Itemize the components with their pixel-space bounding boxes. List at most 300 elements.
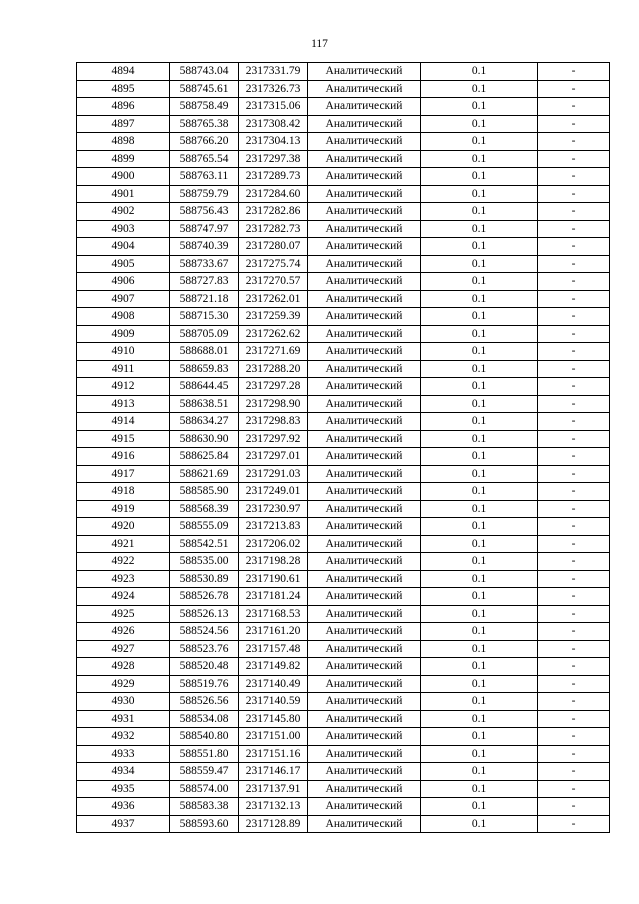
table-row — [77, 63, 610, 81]
x-coordinate-cell: 588715.30 — [170, 308, 239, 326]
table-row — [77, 483, 610, 501]
note-cell: - — [538, 378, 610, 396]
method-cell: Аналитический — [308, 203, 421, 221]
accuracy-cell: 0.1 — [421, 605, 538, 623]
y-coordinate-cell: 2317315.06 — [239, 98, 308, 116]
method-cell: Аналитический — [308, 465, 421, 483]
y-coordinate-cell: 2317297.01 — [239, 448, 308, 466]
y-coordinate-cell: 2317168.53 — [239, 605, 308, 623]
accuracy-cell: 0.1 — [421, 185, 538, 203]
y-coordinate-cell: 2317137.91 — [239, 780, 308, 798]
point-number-cell: 4922 — [77, 553, 170, 571]
note-cell: - — [538, 605, 610, 623]
point-number-cell: 4926 — [77, 623, 170, 641]
x-coordinate-cell: 588743.04 — [170, 63, 239, 81]
note-cell: - — [538, 675, 610, 693]
x-coordinate-cell: 588574.00 — [170, 780, 239, 798]
table-row — [77, 605, 610, 623]
x-coordinate-cell: 588530.89 — [170, 570, 239, 588]
table-row — [77, 553, 610, 571]
method-cell: Аналитический — [308, 133, 421, 151]
x-coordinate-cell: 588523.76 — [170, 640, 239, 658]
accuracy-cell: 0.1 — [421, 798, 538, 816]
point-number-cell: 4903 — [77, 220, 170, 238]
accuracy-cell: 0.1 — [421, 115, 538, 133]
note-cell: - — [538, 360, 610, 378]
y-coordinate-cell: 2317151.16 — [239, 745, 308, 763]
x-coordinate-cell: 588747.97 — [170, 220, 239, 238]
x-coordinate-cell: 588568.39 — [170, 500, 239, 518]
note-cell: - — [538, 815, 610, 833]
table-row — [77, 220, 610, 238]
method-cell: Аналитический — [308, 675, 421, 693]
table-row — [77, 500, 610, 518]
note-cell: - — [538, 623, 610, 641]
table-row — [77, 693, 610, 711]
point-number-cell: 4894 — [77, 63, 170, 81]
page-number: 117 — [311, 38, 328, 50]
x-coordinate-cell: 588758.49 — [170, 98, 239, 116]
table-row — [77, 98, 610, 116]
x-coordinate-cell: 588765.54 — [170, 150, 239, 168]
y-coordinate-cell: 2317331.79 — [239, 63, 308, 81]
point-number-cell: 4920 — [77, 518, 170, 536]
accuracy-cell: 0.1 — [421, 640, 538, 658]
note-cell: - — [538, 203, 610, 221]
note-cell: - — [538, 80, 610, 98]
note-cell: - — [538, 290, 610, 308]
y-coordinate-cell: 2317284.60 — [239, 185, 308, 203]
accuracy-cell: 0.1 — [421, 710, 538, 728]
y-coordinate-cell: 2317157.48 — [239, 640, 308, 658]
point-number-cell: 4902 — [77, 203, 170, 221]
note-cell: - — [538, 430, 610, 448]
x-coordinate-cell: 588524.56 — [170, 623, 239, 641]
note-cell: - — [538, 238, 610, 256]
note-cell: - — [538, 168, 610, 186]
note-cell: - — [538, 500, 610, 518]
y-coordinate-cell: 2317146.17 — [239, 763, 308, 781]
method-cell: Аналитический — [308, 710, 421, 728]
point-number-cell: 4917 — [77, 465, 170, 483]
y-coordinate-cell: 2317161.20 — [239, 623, 308, 641]
table-row — [77, 343, 610, 361]
table-row — [77, 623, 610, 641]
method-cell: Аналитический — [308, 763, 421, 781]
x-coordinate-cell: 588519.76 — [170, 675, 239, 693]
point-number-cell: 4932 — [77, 728, 170, 746]
note-cell: - — [538, 763, 610, 781]
x-coordinate-cell: 588555.09 — [170, 518, 239, 536]
method-cell: Аналитический — [308, 290, 421, 308]
accuracy-cell: 0.1 — [421, 535, 538, 553]
x-coordinate-cell: 588721.18 — [170, 290, 239, 308]
x-coordinate-cell: 588526.78 — [170, 588, 239, 606]
method-cell: Аналитический — [308, 98, 421, 116]
table-row — [77, 168, 610, 186]
point-number-cell: 4904 — [77, 238, 170, 256]
method-cell: Аналитический — [308, 553, 421, 571]
note-cell: - — [538, 640, 610, 658]
accuracy-cell: 0.1 — [421, 745, 538, 763]
y-coordinate-cell: 2317289.73 — [239, 168, 308, 186]
table-row — [77, 80, 610, 98]
accuracy-cell: 0.1 — [421, 395, 538, 413]
y-coordinate-cell: 2317262.01 — [239, 290, 308, 308]
table-row — [77, 185, 610, 203]
accuracy-cell: 0.1 — [421, 413, 538, 431]
y-coordinate-cell: 2317271.69 — [239, 343, 308, 361]
note-cell: - — [538, 658, 610, 676]
note-cell: - — [538, 325, 610, 343]
accuracy-cell: 0.1 — [421, 80, 538, 98]
note-cell: - — [538, 728, 610, 746]
method-cell: Аналитический — [308, 605, 421, 623]
accuracy-cell: 0.1 — [421, 238, 538, 256]
x-coordinate-cell: 588630.90 — [170, 430, 239, 448]
point-number-cell: 4901 — [77, 185, 170, 203]
accuracy-cell: 0.1 — [421, 308, 538, 326]
point-number-cell: 4919 — [77, 500, 170, 518]
point-number-cell: 4937 — [77, 815, 170, 833]
table-row — [77, 430, 610, 448]
accuracy-cell: 0.1 — [421, 588, 538, 606]
method-cell: Аналитический — [308, 378, 421, 396]
table-row — [77, 273, 610, 291]
table-row — [77, 255, 610, 273]
x-coordinate-cell: 588765.38 — [170, 115, 239, 133]
note-cell: - — [538, 588, 610, 606]
method-cell: Аналитический — [308, 483, 421, 501]
table-row — [77, 535, 610, 553]
note-cell: - — [538, 63, 610, 81]
point-number-cell: 4930 — [77, 693, 170, 711]
point-number-cell: 4899 — [77, 150, 170, 168]
point-number-cell: 4913 — [77, 395, 170, 413]
note-cell: - — [538, 465, 610, 483]
table-row — [77, 133, 610, 151]
table-row — [77, 588, 610, 606]
y-coordinate-cell: 2317128.89 — [239, 815, 308, 833]
y-coordinate-cell: 2317288.20 — [239, 360, 308, 378]
note-cell: - — [538, 518, 610, 536]
table-row — [77, 518, 610, 536]
note-cell: - — [538, 745, 610, 763]
table-row — [77, 238, 610, 256]
x-coordinate-cell: 588763.11 — [170, 168, 239, 186]
point-number-cell: 4928 — [77, 658, 170, 676]
y-coordinate-cell: 2317291.03 — [239, 465, 308, 483]
y-coordinate-cell: 2317308.42 — [239, 115, 308, 133]
accuracy-cell: 0.1 — [421, 815, 538, 833]
accuracy-cell: 0.1 — [421, 448, 538, 466]
x-coordinate-cell: 588625.84 — [170, 448, 239, 466]
note-cell: - — [538, 483, 610, 501]
table-row — [77, 395, 610, 413]
accuracy-cell: 0.1 — [421, 763, 538, 781]
y-coordinate-cell: 2317213.83 — [239, 518, 308, 536]
accuracy-cell: 0.1 — [421, 133, 538, 151]
table-row — [77, 360, 610, 378]
accuracy-cell: 0.1 — [421, 343, 538, 361]
method-cell: Аналитический — [308, 325, 421, 343]
table-row — [77, 115, 610, 133]
accuracy-cell: 0.1 — [421, 465, 538, 483]
y-coordinate-cell: 2317297.28 — [239, 378, 308, 396]
note-cell: - — [538, 220, 610, 238]
point-number-cell: 4924 — [77, 588, 170, 606]
method-cell: Аналитический — [308, 360, 421, 378]
accuracy-cell: 0.1 — [421, 693, 538, 711]
method-cell: Аналитический — [308, 815, 421, 833]
table-row — [77, 150, 610, 168]
accuracy-cell: 0.1 — [421, 325, 538, 343]
x-coordinate-cell: 588542.51 — [170, 535, 239, 553]
accuracy-cell: 0.1 — [421, 570, 538, 588]
x-coordinate-cell: 588705.09 — [170, 325, 239, 343]
x-coordinate-cell: 588659.83 — [170, 360, 239, 378]
note-cell: - — [538, 448, 610, 466]
point-number-cell: 4900 — [77, 168, 170, 186]
method-cell: Аналитический — [308, 150, 421, 168]
point-number-cell: 4933 — [77, 745, 170, 763]
note-cell: - — [538, 395, 610, 413]
point-number-cell: 4929 — [77, 675, 170, 693]
point-number-cell: 4910 — [77, 343, 170, 361]
table-row — [77, 448, 610, 466]
point-number-cell: 4918 — [77, 483, 170, 501]
note-cell: - — [538, 798, 610, 816]
method-cell: Аналитический — [308, 168, 421, 186]
table-row — [77, 710, 610, 728]
point-number-cell: 4921 — [77, 535, 170, 553]
x-coordinate-cell: 588756.43 — [170, 203, 239, 221]
accuracy-cell: 0.1 — [421, 255, 538, 273]
y-coordinate-cell: 2317206.02 — [239, 535, 308, 553]
x-coordinate-cell: 588540.80 — [170, 728, 239, 746]
y-coordinate-cell: 2317270.57 — [239, 273, 308, 291]
table-row — [77, 745, 610, 763]
accuracy-cell: 0.1 — [421, 150, 538, 168]
accuracy-cell: 0.1 — [421, 518, 538, 536]
point-number-cell: 4896 — [77, 98, 170, 116]
note-cell: - — [538, 535, 610, 553]
table-row — [77, 815, 610, 833]
x-coordinate-cell: 588740.39 — [170, 238, 239, 256]
y-coordinate-cell: 2317230.97 — [239, 500, 308, 518]
y-coordinate-cell: 2317259.39 — [239, 308, 308, 326]
note-cell: - — [538, 553, 610, 571]
x-coordinate-cell: 588551.80 — [170, 745, 239, 763]
accuracy-cell: 0.1 — [421, 675, 538, 693]
method-cell: Аналитический — [308, 115, 421, 133]
table-row — [77, 798, 610, 816]
table-row — [77, 308, 610, 326]
method-cell: Аналитический — [308, 273, 421, 291]
x-coordinate-cell: 588526.56 — [170, 693, 239, 711]
table-row — [77, 465, 610, 483]
note-cell: - — [538, 570, 610, 588]
note-cell: - — [538, 273, 610, 291]
y-coordinate-cell: 2317190.61 — [239, 570, 308, 588]
point-number-cell: 4906 — [77, 273, 170, 291]
point-number-cell: 4916 — [77, 448, 170, 466]
method-cell: Аналитический — [308, 693, 421, 711]
y-coordinate-cell: 2317262.62 — [239, 325, 308, 343]
method-cell: Аналитический — [308, 745, 421, 763]
point-number-cell: 4905 — [77, 255, 170, 273]
accuracy-cell: 0.1 — [421, 483, 538, 501]
x-coordinate-cell: 588593.60 — [170, 815, 239, 833]
accuracy-cell: 0.1 — [421, 203, 538, 221]
point-number-cell: 4931 — [77, 710, 170, 728]
y-coordinate-cell: 2317132.13 — [239, 798, 308, 816]
note-cell: - — [538, 115, 610, 133]
accuracy-cell: 0.1 — [421, 290, 538, 308]
table-row — [77, 570, 610, 588]
point-number-cell: 4911 — [77, 360, 170, 378]
x-coordinate-cell: 588634.27 — [170, 413, 239, 431]
point-number-cell: 4927 — [77, 640, 170, 658]
method-cell: Аналитический — [308, 448, 421, 466]
method-cell: Аналитический — [308, 623, 421, 641]
x-coordinate-cell: 588766.20 — [170, 133, 239, 151]
accuracy-cell: 0.1 — [421, 273, 538, 291]
y-coordinate-cell: 2317304.13 — [239, 133, 308, 151]
method-cell: Аналитический — [308, 185, 421, 203]
x-coordinate-cell: 588621.69 — [170, 465, 239, 483]
note-cell: - — [538, 413, 610, 431]
point-number-cell: 4915 — [77, 430, 170, 448]
point-number-cell: 4912 — [77, 378, 170, 396]
table-row — [77, 290, 610, 308]
x-coordinate-cell: 588638.51 — [170, 395, 239, 413]
method-cell: Аналитический — [308, 798, 421, 816]
note-cell: - — [538, 98, 610, 116]
table-row — [77, 780, 610, 798]
accuracy-cell: 0.1 — [421, 553, 538, 571]
y-coordinate-cell: 2317298.83 — [239, 413, 308, 431]
x-coordinate-cell: 588520.48 — [170, 658, 239, 676]
method-cell: Аналитический — [308, 518, 421, 536]
accuracy-cell: 0.1 — [421, 780, 538, 798]
method-cell: Аналитический — [308, 500, 421, 518]
y-coordinate-cell: 2317181.24 — [239, 588, 308, 606]
method-cell: Аналитический — [308, 220, 421, 238]
method-cell: Аналитический — [308, 255, 421, 273]
y-coordinate-cell: 2317297.38 — [239, 150, 308, 168]
table-row — [77, 640, 610, 658]
y-coordinate-cell: 2317145.80 — [239, 710, 308, 728]
point-number-cell: 4897 — [77, 115, 170, 133]
x-coordinate-cell: 588644.45 — [170, 378, 239, 396]
accuracy-cell: 0.1 — [421, 623, 538, 641]
y-coordinate-cell: 2317282.86 — [239, 203, 308, 221]
y-coordinate-cell: 2317275.74 — [239, 255, 308, 273]
y-coordinate-cell: 2317149.82 — [239, 658, 308, 676]
point-number-cell: 4908 — [77, 308, 170, 326]
note-cell: - — [538, 308, 610, 326]
method-cell: Аналитический — [308, 238, 421, 256]
y-coordinate-cell: 2317249.01 — [239, 483, 308, 501]
table-row — [77, 675, 610, 693]
note-cell: - — [538, 693, 610, 711]
y-coordinate-cell: 2317326.73 — [239, 80, 308, 98]
table-row — [77, 658, 610, 676]
accuracy-cell: 0.1 — [421, 360, 538, 378]
accuracy-cell: 0.1 — [421, 63, 538, 81]
accuracy-cell: 0.1 — [421, 430, 538, 448]
accuracy-cell: 0.1 — [421, 658, 538, 676]
point-number-cell: 4934 — [77, 763, 170, 781]
table-row — [77, 378, 610, 396]
note-cell: - — [538, 185, 610, 203]
note-cell: - — [538, 133, 610, 151]
y-coordinate-cell: 2317140.49 — [239, 675, 308, 693]
accuracy-cell: 0.1 — [421, 500, 538, 518]
method-cell: Аналитический — [308, 570, 421, 588]
x-coordinate-cell: 588727.83 — [170, 273, 239, 291]
table-row — [77, 325, 610, 343]
accuracy-cell: 0.1 — [421, 98, 538, 116]
note-cell: - — [538, 150, 610, 168]
method-cell: Аналитический — [308, 395, 421, 413]
x-coordinate-cell: 588759.79 — [170, 185, 239, 203]
y-coordinate-cell: 2317151.00 — [239, 728, 308, 746]
y-coordinate-cell: 2317298.90 — [239, 395, 308, 413]
point-number-cell: 4923 — [77, 570, 170, 588]
point-number-cell: 4935 — [77, 780, 170, 798]
method-cell: Аналитический — [308, 588, 421, 606]
note-cell: - — [538, 780, 610, 798]
x-coordinate-cell: 588535.00 — [170, 553, 239, 571]
y-coordinate-cell: 2317297.92 — [239, 430, 308, 448]
x-coordinate-cell: 588534.08 — [170, 710, 239, 728]
note-cell: - — [538, 343, 610, 361]
point-number-cell: 4909 — [77, 325, 170, 343]
x-coordinate-cell: 588688.01 — [170, 343, 239, 361]
table-row — [77, 728, 610, 746]
method-cell: Аналитический — [308, 658, 421, 676]
method-cell: Аналитический — [308, 63, 421, 81]
method-cell: Аналитический — [308, 640, 421, 658]
method-cell: Аналитический — [308, 535, 421, 553]
accuracy-cell: 0.1 — [421, 728, 538, 746]
method-cell: Аналитический — [308, 728, 421, 746]
method-cell: Аналитический — [308, 413, 421, 431]
method-cell: Аналитический — [308, 780, 421, 798]
point-number-cell: 4895 — [77, 80, 170, 98]
accuracy-cell: 0.1 — [421, 378, 538, 396]
method-cell: Аналитический — [308, 343, 421, 361]
method-cell: Аналитический — [308, 308, 421, 326]
table-row — [77, 413, 610, 431]
x-coordinate-cell: 588585.90 — [170, 483, 239, 501]
x-coordinate-cell: 588733.67 — [170, 255, 239, 273]
y-coordinate-cell: 2317140.59 — [239, 693, 308, 711]
note-cell: - — [538, 255, 610, 273]
point-number-cell: 4936 — [77, 798, 170, 816]
x-coordinate-cell: 588559.47 — [170, 763, 239, 781]
x-coordinate-cell: 588745.61 — [170, 80, 239, 98]
y-coordinate-cell: 2317198.28 — [239, 553, 308, 571]
note-cell: - — [538, 710, 610, 728]
accuracy-cell: 0.1 — [421, 220, 538, 238]
y-coordinate-cell: 2317282.73 — [239, 220, 308, 238]
table-row — [77, 203, 610, 221]
point-number-cell: 4898 — [77, 133, 170, 151]
table-row — [77, 763, 610, 781]
